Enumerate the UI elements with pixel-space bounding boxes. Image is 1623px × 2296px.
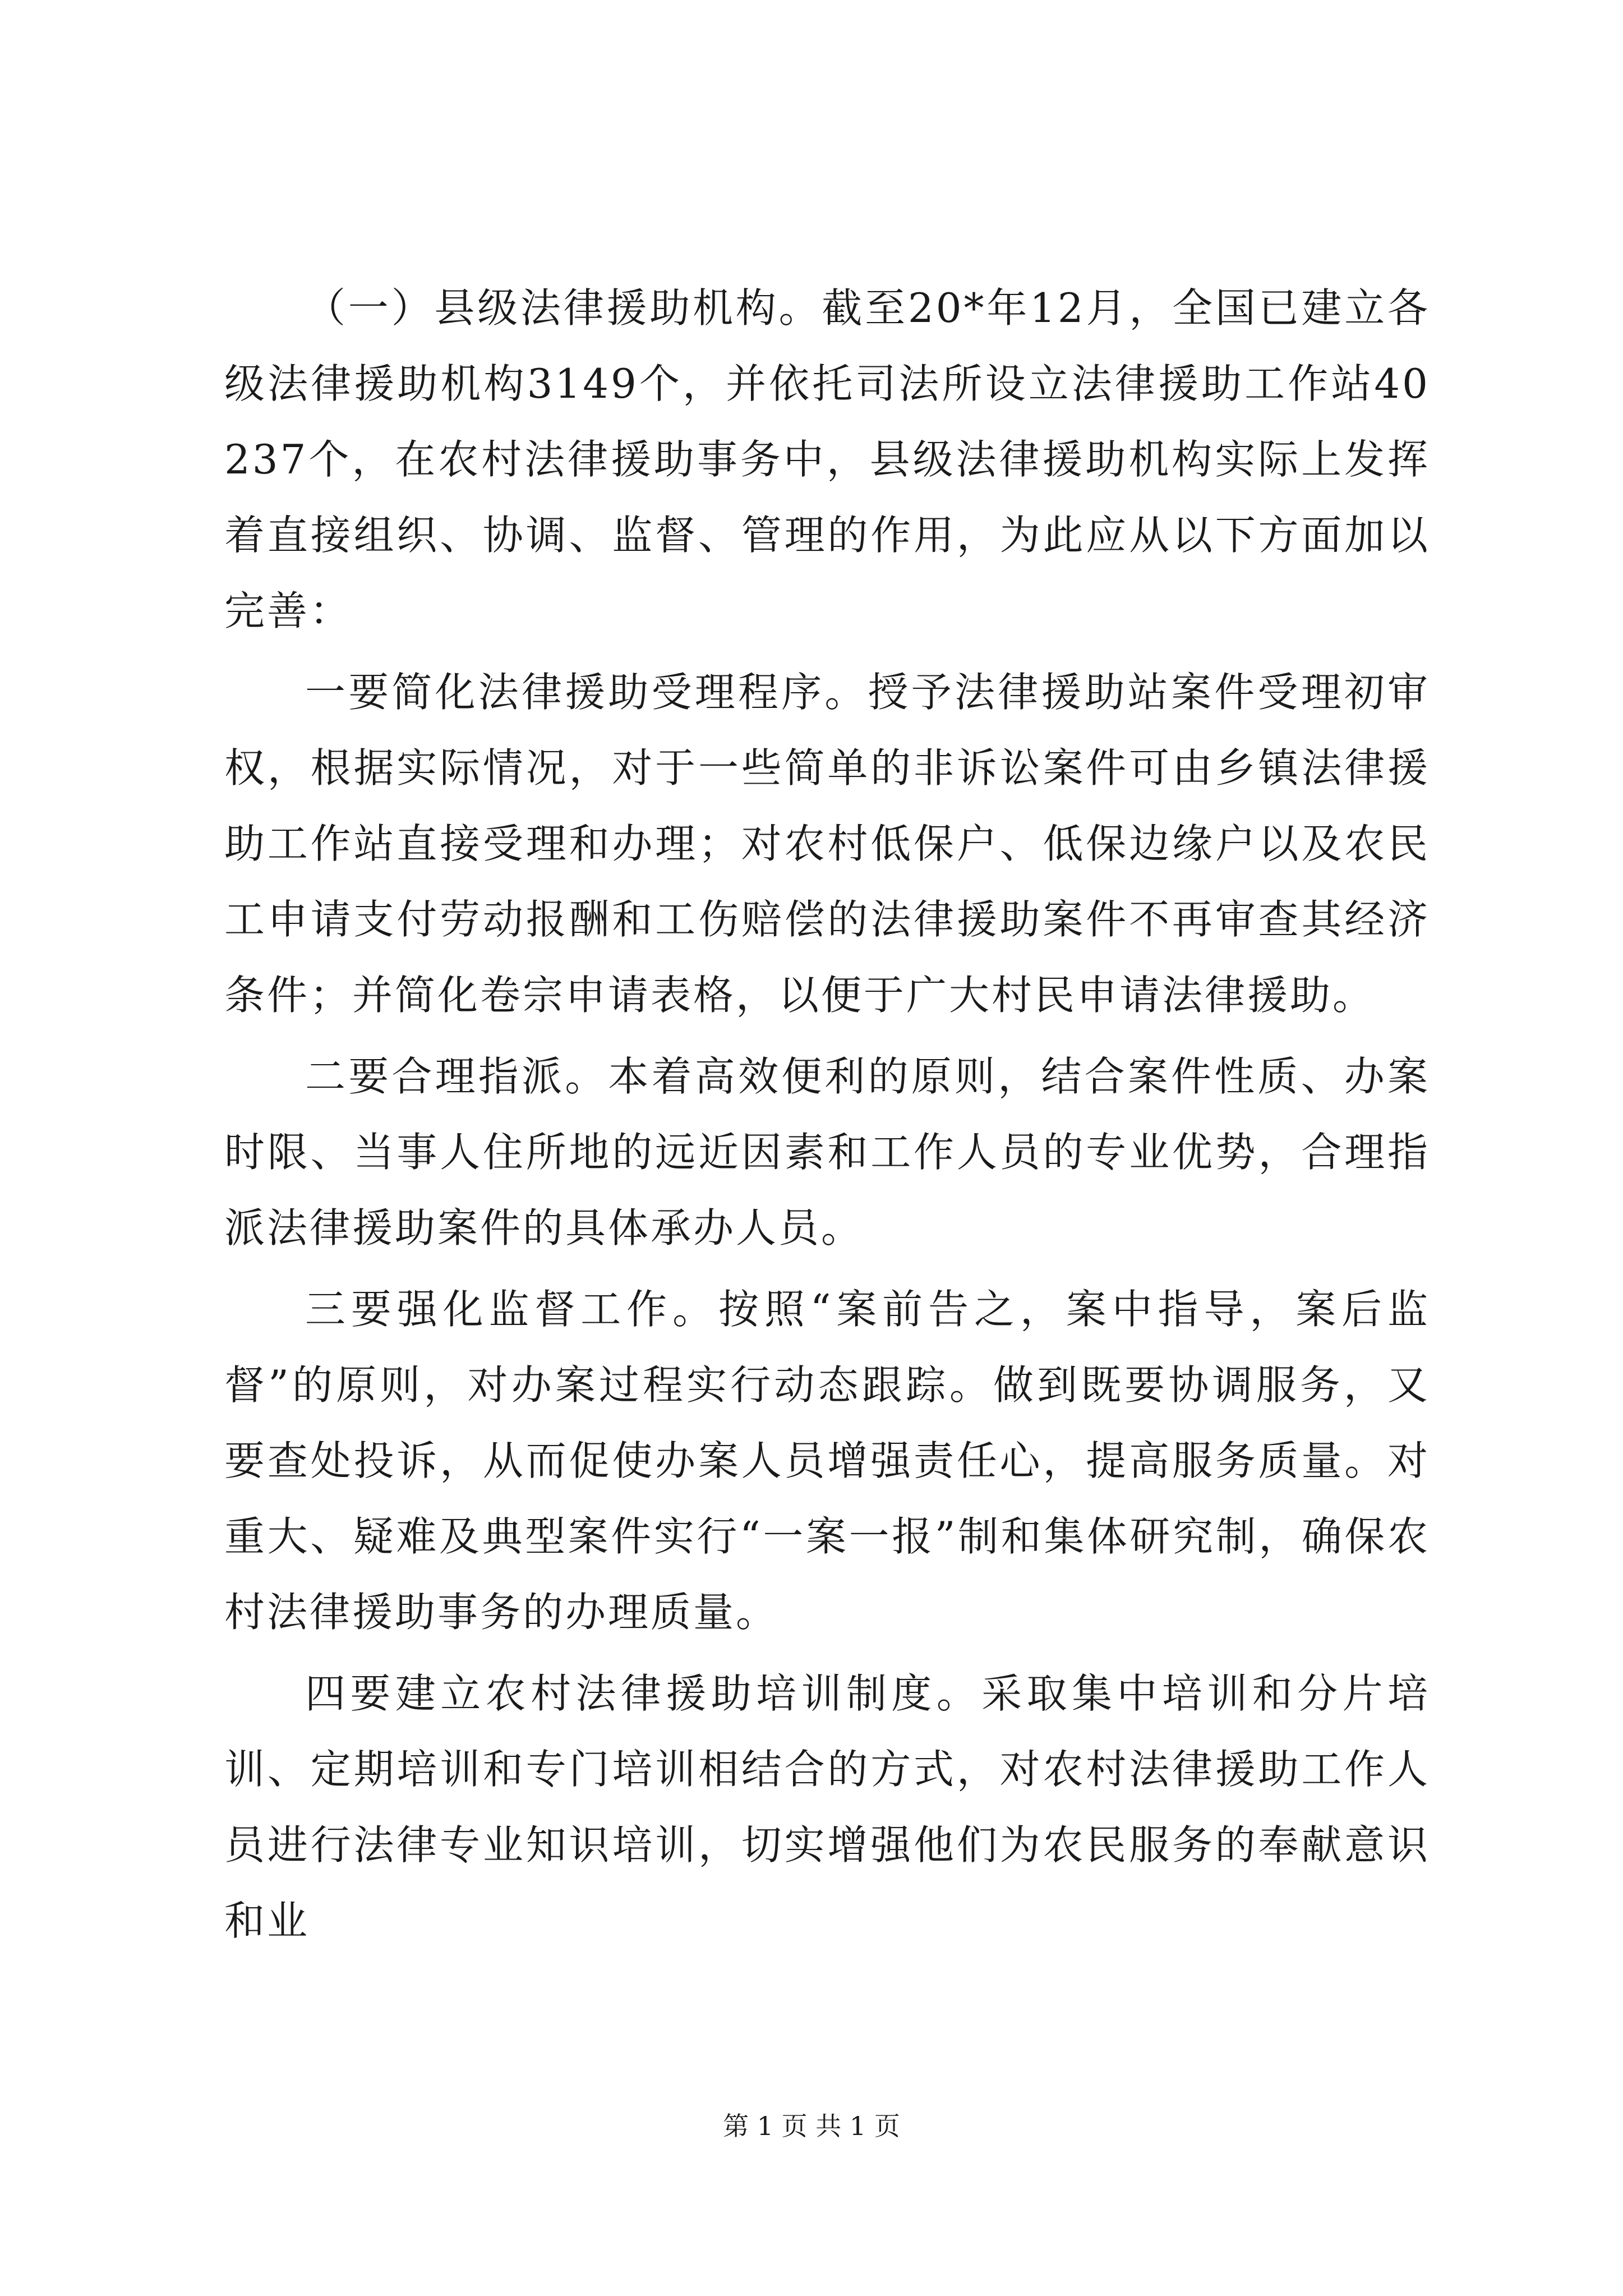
- paragraph-simplify-procedure: 一要简化法律援助受理程序。授予法律援助站案件受理初审权，根据实际情况，对于一些简单的非诉讼案件可由乡镇法律援助工作站直接受理和办理；对农村低保户、低保边缘户以及农民工申请支付劳动报酬和工伤赔偿的法律援助案件不再审查其经济条件；并简化卷宗申请表格，以便于广大村民申请法律援助。: [224, 669, 1430, 1019]
- paragraph-reasonable-assignment: 二要合理指派。本着高效便利的原则，结合案件性质、办案时限、当事人住所地的远近因素和工作人员的专业优势，合理指派法律援助案件的具体承办人员。: [224, 1053, 1430, 1251]
- paragraph-county-legal-aid: （一）县级法律援助机构。截至20*年12月，全国已建立各级法律援助机构3149个，并依托司法所设立法律援助工作站40237个，在农村法律援助事务中，县级法律援助机构实际上发挥着直接组织、协调、监督、管理的作用，为此应从以下方面加以完善：: [224, 284, 1430, 634]
- paragraph-strengthen-supervision: 三要强化监督工作。按照“案前告之，案中指导，案后监督”的原则，对办案过程实行动态跟踪。做到既要协调服务，又要查处投诉，从而促使办案人员增强责任心，提高服务质量。对重大、疑难及典型案件实行“一案一报”制和集体研究制，确保农村法律援助事务的办理质量。: [224, 1286, 1430, 1636]
- document-body: [224, 270, 1430, 1959]
- paragraph-training-system: 四要建立农村法律援助培训制度。采取集中培训和分片培训、定期培训和专门培训相结合的方式，对农村法律援助工作人员进行法律专业知识培训，切实增强他们为农民服务的奉献意识和业: [224, 1670, 1430, 1944]
- page-footer: 第 1 页 共 1 页: [723, 2111, 900, 2141]
